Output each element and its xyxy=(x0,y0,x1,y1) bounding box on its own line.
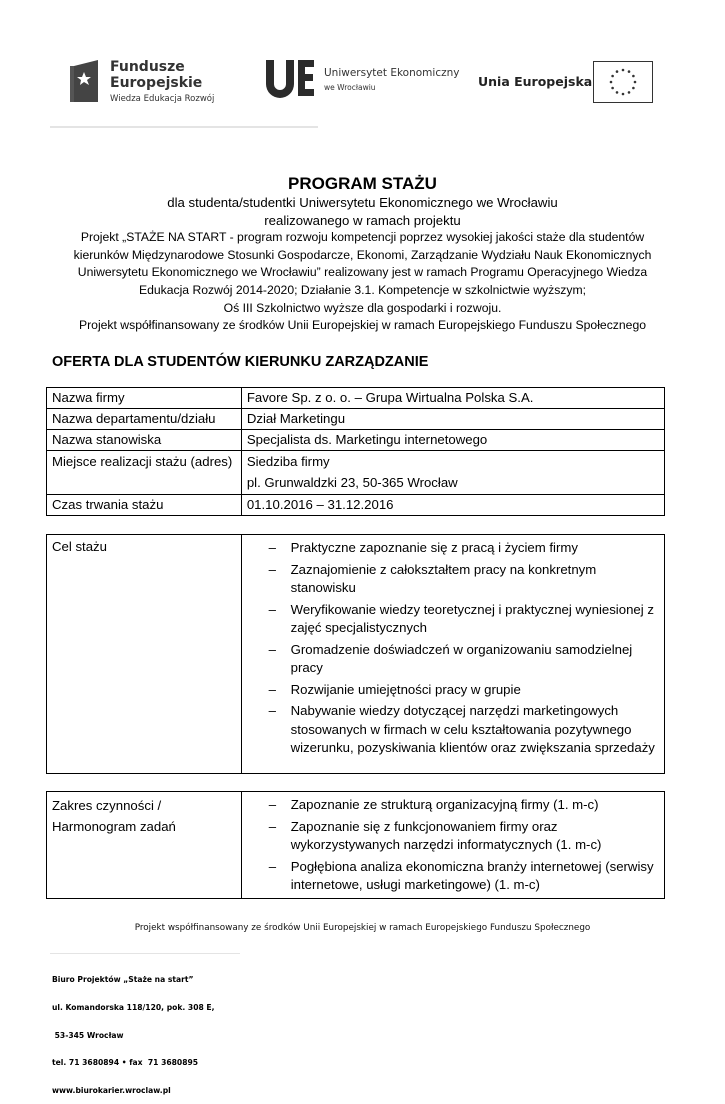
duties-label-line2: Harmonogram zadań xyxy=(52,819,176,834)
list-item: – Zaznajomienie z całokształtem pracy na konkretnym stanowisku xyxy=(268,561,597,595)
list-item: – Weryfikowanie wiedzy teoretycznej i praktycznej wyniesionej z zajęć specjalistycznych xyxy=(268,601,654,635)
ue-wroclaw-logo xyxy=(264,58,460,102)
footer-note: Projekt współfinansowany ze środków Unii Europejskiej w ramach Europejskiego Funduszu Społecznego xyxy=(134,923,591,933)
eu-label: Unia Europejska xyxy=(478,74,593,89)
intro-line: kierunków Międzynarodowe Stosunki Gospodarcze, Ekonomi, Zarządzanie Wydziału Nauk Ekonomicznych xyxy=(73,247,652,262)
duties-label-line1: Zakres czynności / xyxy=(52,798,162,813)
table-row xyxy=(47,388,665,409)
list-item: – Rozwijanie umiejętności pracy w grupie xyxy=(247,681,659,700)
firm-value: Favore Sp. z o. o. – Grupa Wirtualna Polska S.A. xyxy=(241,388,664,409)
firm-label: Nazwa firmy xyxy=(47,388,242,409)
ue-monogram-icon xyxy=(264,58,316,100)
list-item: – Zapoznanie ze strukturą organizacyjną firmy (1. m-c) xyxy=(247,796,659,815)
list-item: – Gromadzenie doświadczeń w organizowaniu samodzielnej pracy xyxy=(268,641,633,675)
place-label: Miejsce realizacji stażu (adres) xyxy=(47,451,242,495)
ue-line2: we Wrocławiu xyxy=(324,83,376,92)
goals-list xyxy=(247,539,659,758)
dash-icon: – xyxy=(268,703,276,718)
dash-icon: – xyxy=(268,540,276,555)
dash-icon: – xyxy=(268,641,276,657)
dept-label: Nazwa departamentu/działu xyxy=(47,409,242,430)
dept-value: Dział Marketingu xyxy=(241,409,664,430)
place-value-line1: Siedziba firmy xyxy=(246,454,330,469)
table-row xyxy=(47,495,665,516)
table-row xyxy=(47,430,665,451)
duties-table xyxy=(46,791,665,899)
duration-value: 01.10.2016 – 31.12.2016 xyxy=(241,495,664,516)
list-item: – Zapoznanie się z funkcjonowaniem firmy oraz wykorzystywanych narzędzi informatycznych (1. m-c) xyxy=(268,818,602,852)
goals-table xyxy=(46,534,665,774)
position-value: Specjalista ds. Marketingu internetowego xyxy=(241,430,664,451)
dash-icon: – xyxy=(268,858,277,874)
address-line: ul. Komandorska 118/120, pok. 308 E, xyxy=(52,1003,215,1013)
list-item: – Nabywanie wiedzy dotyczącej narzędzi marketingowych stosowanych w firmach w celu kształtowania pozytywnego wizerunku, pozyskiwania klientów oraz zwiększania sprzedaży xyxy=(268,703,655,755)
goals-label: Cel stażu xyxy=(47,535,242,774)
table-row xyxy=(47,792,665,899)
intro-line: Projekt „STAŻE NA START - program rozwoju kompetencji poprzez wysokiej jakości staże dla studentów xyxy=(80,230,645,245)
place-value xyxy=(241,451,664,495)
table-row xyxy=(47,451,665,495)
address-line: tel. 71 3680894 • fax 71 3680895 xyxy=(52,1058,199,1068)
address-line: Biuro Projektów „Staże na start” xyxy=(52,975,194,985)
page-title: PROGRAM STAŻU xyxy=(288,174,437,193)
ue-line1: Uniwersytet Ekonomiczny xyxy=(324,67,460,79)
address-line: 53-345 Wrocław xyxy=(52,1030,124,1040)
fe-line2: Europejskie xyxy=(110,75,203,91)
intro-line: realizowanego w ramach projektu xyxy=(264,212,461,228)
info-table xyxy=(46,387,665,516)
address-line: www.biurokarier.wroclaw.pl xyxy=(52,1085,171,1095)
table-row xyxy=(47,409,665,430)
header-divider xyxy=(50,126,318,128)
duration-label: Czas trwania stażu xyxy=(47,495,242,516)
position-label: Nazwa stanowiska xyxy=(47,430,242,451)
intro-line: Projekt współfinansowany ze środków Unii Europejskiej w ramach Europejskiego Funduszu Społecznego xyxy=(78,318,646,333)
intro-line: Edukacja Rozwój 2014-2020; Działanie 3.1. Kompetencje w szkolnictwie wyższym; xyxy=(138,282,587,297)
dash-icon: – xyxy=(268,797,277,812)
duties-list xyxy=(247,796,659,895)
list-item: – Praktyczne zapoznanie się z pracą i życiem firmy xyxy=(247,539,659,558)
dash-icon: – xyxy=(268,561,276,577)
place-value-line2: pl. Grunwaldzki 23, 50-365 Wrocław xyxy=(246,475,458,490)
intro-line: Uniwersytetu Ekonomicznego we Wrocławiu” realizowany jest w ramach Programu Operacyjnego Wiedza xyxy=(77,265,648,280)
intro-line: Oś III Szkolnictwo wyższe dla gospodarki i rozwoju. xyxy=(223,300,502,315)
fe-line1: Fundusze xyxy=(110,59,185,75)
duties-cell xyxy=(241,792,664,899)
dash-icon: – xyxy=(268,818,277,834)
footer-divider xyxy=(50,953,240,954)
intro-line: dla studenta/studentki Uniwersytetu Ekonomicznego we Wrocławiu xyxy=(167,195,558,210)
fundusze-europejskie-logo xyxy=(70,58,230,108)
footer-address xyxy=(52,957,215,1104)
fe-star-icon xyxy=(70,58,102,106)
dash-icon: – xyxy=(268,681,276,697)
goals-cell xyxy=(241,535,664,774)
table-row xyxy=(47,535,665,774)
dash-icon: – xyxy=(268,601,276,617)
eu-flag-icon xyxy=(593,61,653,103)
duties-label xyxy=(47,792,242,899)
list-item: – Pogłębiona analiza ekonomiczna branży internetowej (serwisy internetowe, usługi marketingowe) (1. m-c) xyxy=(268,858,654,892)
fe-sub: Wiedza Edukacja Rozwój xyxy=(110,94,215,104)
section-title: OFERTA DLA STUDENTÓW KIERUNKU ZARZĄDZANIE xyxy=(52,354,429,370)
intro-block xyxy=(60,194,665,335)
